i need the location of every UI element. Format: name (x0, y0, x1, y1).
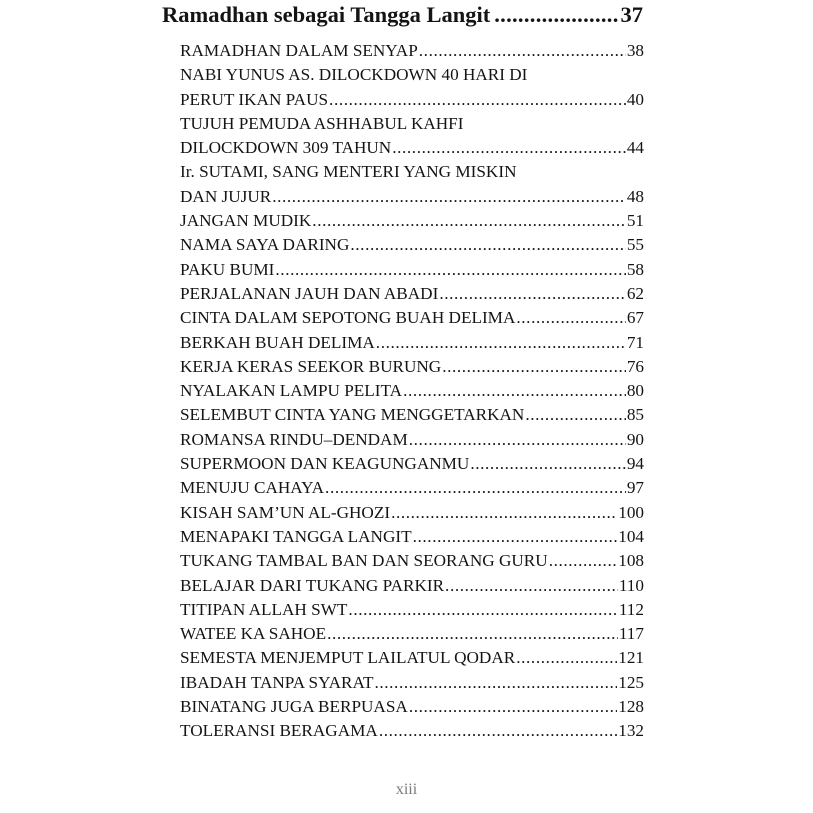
dot-leader (325, 476, 626, 500)
dot-leader (374, 671, 617, 695)
toc-entry[interactable] (180, 403, 644, 427)
dot-leader (549, 549, 618, 573)
toc-entry-page-number: 71 (626, 332, 644, 352)
toc-entry[interactable] (180, 136, 644, 160)
toc-entry[interactable] (180, 355, 644, 379)
toc-entry[interactable] (180, 233, 644, 257)
toc-entry-title: NYALAKAN LAMPU PELITA (180, 381, 403, 401)
toc-entry[interactable] (180, 39, 644, 63)
toc-entry-title: KERJA KERAS SEEKOR BURUNG (180, 356, 442, 376)
toc-entry[interactable] (180, 695, 644, 719)
toc-entry[interactable] (180, 63, 644, 87)
dot-leader (348, 598, 617, 622)
toc-entry[interactable] (180, 622, 644, 646)
dot-leader (445, 574, 618, 598)
toc-entry[interactable] (180, 598, 644, 622)
toc-entry[interactable] (180, 282, 644, 306)
toc-entry-title: BERKAH BUAH DELIMA (180, 332, 375, 352)
toc-entry-title: IBADAH TANPA SYARAT (180, 672, 374, 692)
toc-entry[interactable] (180, 525, 644, 549)
toc-entry[interactable] (180, 719, 644, 743)
toc-entry-title: TUKANG TAMBAL BAN DAN SEORANG GURU (180, 551, 548, 571)
toc-entry-title: TUJUH PEMUDA ASHHABUL KAHFI (180, 113, 464, 133)
toc-entry-page-number: 76 (626, 356, 644, 376)
toc-entry-title: SELEMBUT CINTA YANG MENGGETARKAN (180, 405, 525, 425)
section-title: Ramadhan sebagai Tangga Langit (162, 2, 491, 27)
toc-entry-page-number: 58 (626, 259, 644, 279)
toc-entry-page-number: 94 (626, 454, 644, 474)
section-page-number: 37 (620, 2, 643, 27)
toc-entry-title: SUPERMOON DAN KEAGUNGANMU (180, 454, 470, 474)
toc-entry[interactable] (180, 428, 644, 452)
toc-entry-page-number: 128 (618, 697, 644, 717)
toc-entry-title: SEMESTA MENJEMPUT LAILATUL QODAR (180, 648, 516, 668)
toc-entry-page-number: 40 (626, 89, 644, 109)
dot-leader (275, 258, 625, 282)
toc-entry-title: PAKU BUMI (180, 259, 275, 279)
dot-leader (409, 428, 626, 452)
toc-entry-title: BINATANG JUGA BERPUASA (180, 697, 408, 717)
toc-entry-page-number: 44 (626, 138, 644, 158)
toc-entry[interactable] (180, 549, 644, 573)
dot-leader (419, 39, 626, 63)
section-heading[interactable] (162, 0, 643, 30)
dot-leader (272, 185, 626, 209)
toc-entry[interactable] (180, 671, 644, 695)
toc-entry-page-number: 132 (618, 721, 644, 741)
toc-entry-title: PERUT IKAN PAUS (180, 89, 329, 109)
toc-entry[interactable] (180, 476, 644, 500)
dot-leader (516, 306, 625, 330)
toc-entry[interactable] (180, 646, 644, 670)
toc-entry-title: KISAH SAM’UN AL-GHOZI (180, 502, 391, 522)
dot-leader (312, 209, 626, 233)
toc-entry[interactable] (180, 306, 644, 330)
table-of-contents (180, 39, 644, 744)
dot-leader (409, 695, 617, 719)
toc-entry-title: Ir. SUTAMI, SANG MENTERI YANG MISKIN (180, 162, 517, 182)
toc-entry-title: DAN JUJUR (180, 186, 272, 206)
toc-entry-title: RAMADHAN DALAM SENYAP (180, 41, 418, 60)
toc-entry[interactable] (180, 258, 644, 282)
toc-entry[interactable] (180, 112, 644, 136)
dot-leader (327, 622, 618, 646)
toc-entry-page-number: 48 (626, 186, 644, 206)
toc-entry-page-number: 90 (626, 429, 644, 449)
toc-entry[interactable] (180, 452, 644, 476)
toc-entry-page-number: 38 (626, 41, 644, 60)
dot-leader (442, 355, 626, 379)
toc-entry-title: ROMANSA RINDU–DENDAM (180, 429, 408, 449)
toc-entry-title: WATEE KA SAHOE (180, 624, 327, 644)
toc-entry-page-number: 117 (618, 624, 644, 644)
toc-entry-page-number: 110 (618, 575, 644, 595)
toc-entry-title: JANGAN MUDIK (180, 211, 312, 231)
toc-entry[interactable] (180, 185, 644, 209)
toc-entry-page-number: 67 (626, 308, 644, 328)
toc-entry-title: MENUJU CAHAYA (180, 478, 325, 498)
page-folio: xiii (395, 781, 418, 798)
toc-entry[interactable] (180, 160, 644, 184)
toc-entry-title: DILOCKDOWN 309 TAHUN (180, 138, 392, 158)
toc-entry-page-number: 125 (618, 672, 644, 692)
dot-leader (376, 331, 626, 355)
toc-entry[interactable] (180, 574, 644, 598)
dot-leader (525, 403, 625, 427)
toc-entry[interactable] (180, 379, 644, 403)
dot-leader (439, 282, 626, 306)
toc-entry-page-number: 97 (626, 478, 644, 498)
toc-entry-page-number: 80 (626, 381, 644, 401)
toc-entry-page-number: 85 (626, 405, 644, 425)
toc-entry-page-number: 112 (618, 599, 644, 619)
toc-entry-title: NAMA SAYA DARING (180, 235, 350, 255)
dot-leader (413, 525, 618, 549)
toc-entry-title: MENAPAKI TANGGA LANGIT (180, 526, 412, 546)
toc-entry-title: NABI YUNUS AS. DILOCKDOWN 40 HARI DI (180, 65, 528, 85)
toc-entry-title: PERJALANAN JAUH DAN ABADI (180, 283, 439, 303)
dot-leader (516, 646, 617, 670)
dot-leader (392, 136, 626, 160)
toc-entry-title: CINTA DALAM SEPOTONG BUAH DELIMA (180, 308, 516, 328)
toc-entry-page-number: 51 (626, 211, 644, 231)
dot-leader (329, 88, 626, 112)
toc-entry-title: TITIPAN ALLAH SWT (180, 599, 348, 619)
dot-leader (391, 501, 617, 525)
toc-entry-page-number: 121 (618, 648, 644, 668)
dot-leader (403, 379, 626, 403)
toc-entry-page-number: 62 (626, 283, 644, 303)
toc-entry-page-number: 55 (626, 235, 644, 255)
dot-leader (494, 0, 618, 30)
dot-leader (470, 452, 625, 476)
toc-entry[interactable] (180, 501, 644, 525)
toc-entry[interactable] (180, 209, 644, 233)
toc-entry-title: BELAJAR DARI TUKANG PARKIR (180, 575, 445, 595)
toc-entry[interactable] (180, 88, 644, 112)
toc-entry-title: TOLERANSI BERAGAMA (180, 721, 378, 741)
toc-entry[interactable] (180, 331, 644, 355)
dot-leader (350, 233, 625, 257)
toc-entry-page-number: 104 (618, 526, 644, 546)
toc-entry-page-number: 100 (618, 502, 644, 522)
dot-leader (379, 719, 617, 743)
toc-entry-page-number: 108 (618, 551, 644, 571)
